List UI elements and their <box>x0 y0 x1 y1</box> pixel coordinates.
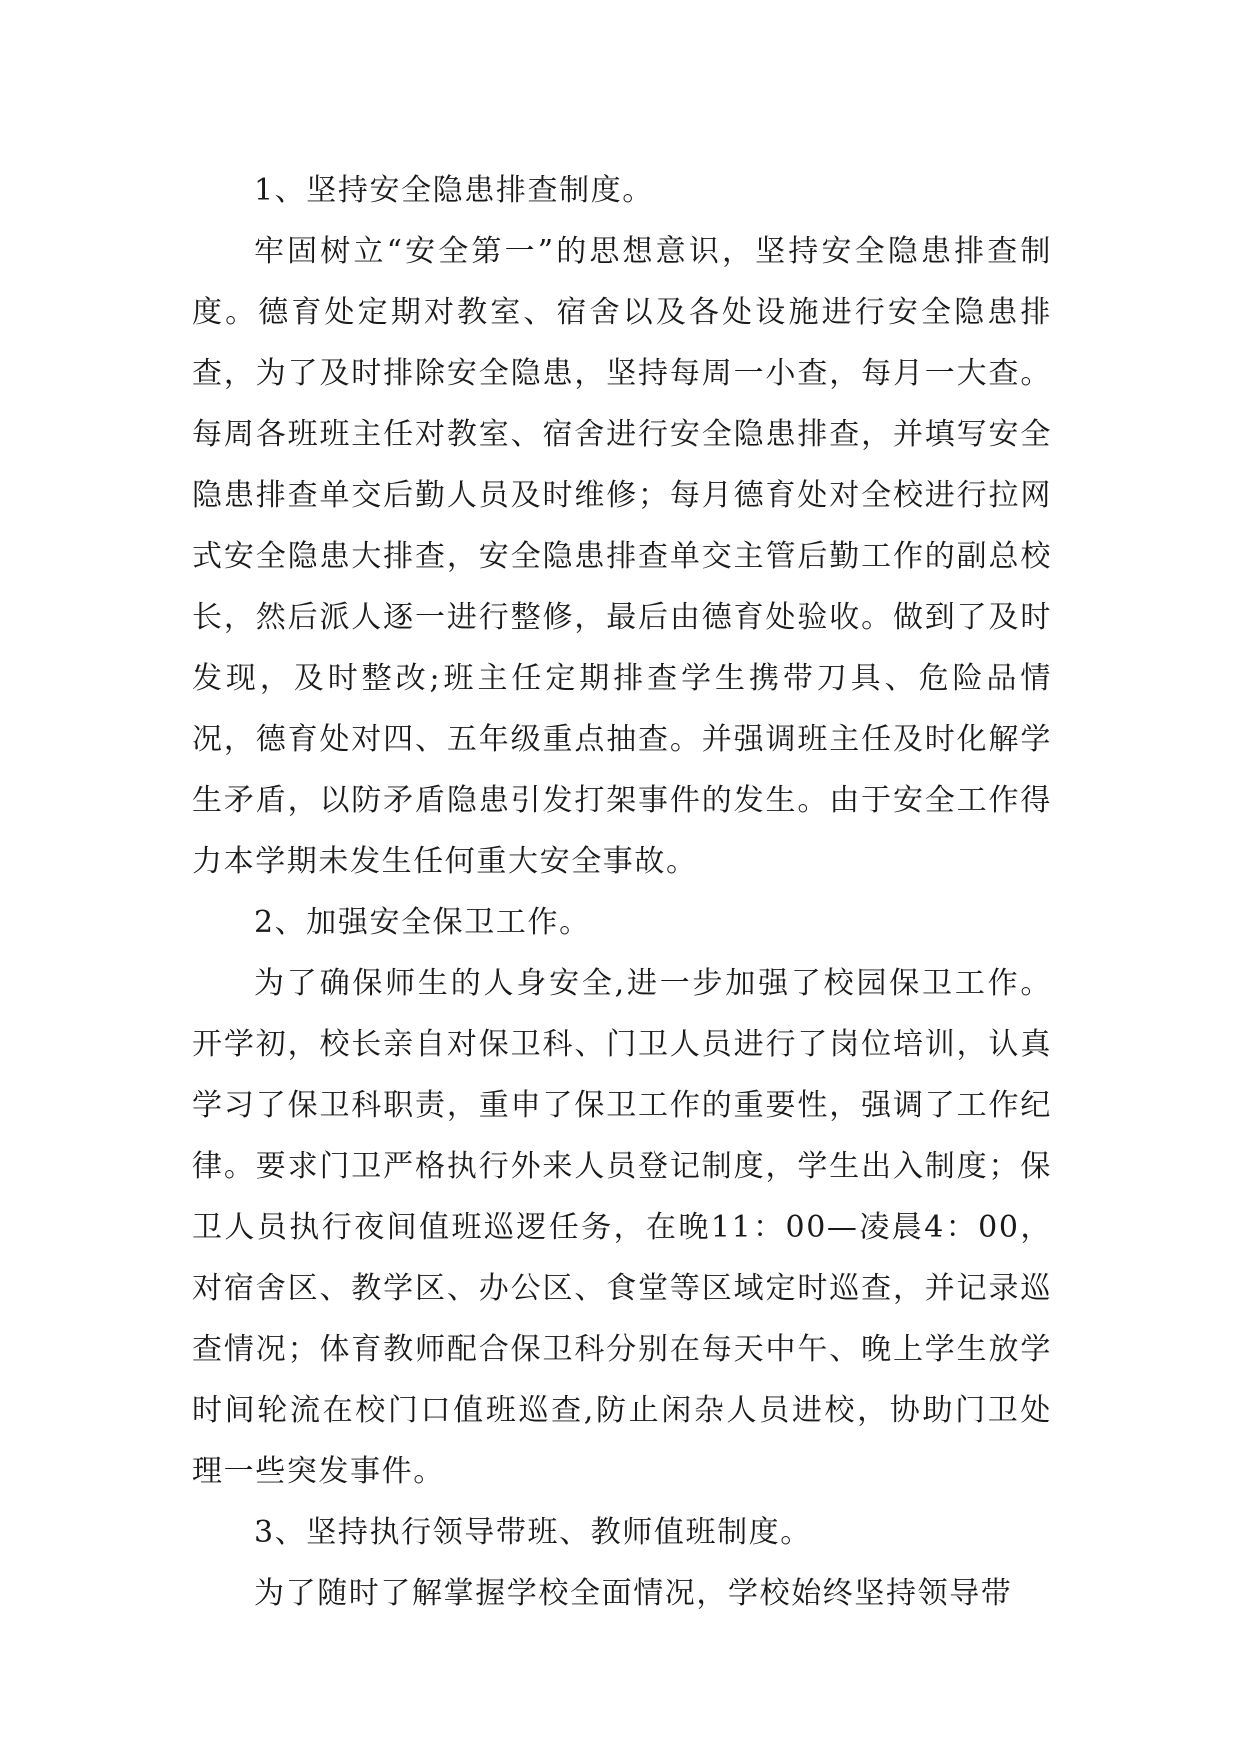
section-heading-2: 2、加强安全保卫工作。 <box>254 905 591 940</box>
paragraph-duty-system: 为了随时了解掌握学校全面情况，学校始终坚持领导带 <box>254 1576 1013 1611</box>
section-heading-1: 1、坚持安全隐患排查制度。 <box>254 173 654 208</box>
paragraph-security-work: 为了确保师生的人身安全,进一步加强了校园保卫工作。开学初，校长亲自对保卫科、门卫人员进行了岗位培训，认真学习了保卫科职责，重申了保卫工作的重要性，强调了工作纪律。要求门卫严格执行外来人员登记制度，学生出入制度；保卫人员执行夜间值班巡逻任务，在晚11：00—凌晨4：00，对宿舍区、教学区、办公区、食堂等区域定时巡查，并记录巡查情况；体育教师配合保卫科分别在每天中午、晚上学生放学时间轮流在校门口值班巡查,防止闲杂人员进校，协助门卫处理一些突发事件。 <box>192 966 1052 1489</box>
paragraph-hazard-inspection: 牢固树立“安全第一”的思想意识，坚持安全隐患排查制度。德育处定期对教室、宿舍以及各处设施进行安全隐患排查，为了及时排除安全隐患，坚持每周一小查，每月一大查。每周各班班主任对教室、宿舍进行安全隐患排查，并填写安全隐患排查单交后勤人员及时维修；每月德育处对全校进行拉网式安全隐患大排查，安全隐患排查单交主管后勤工作的副总校长，然后派人逐一进行整修，最后由德育处验收。做到了及时发现，及时整改;班主任定期排查学生携带刀具、危险品情况，德育处对四、五年级重点抽查。并强调班主任及时化解学生矛盾，以防矛盾隐患引发打架事件的发生。由于安全工作得力本学期未发生任何重大安全事故。 <box>192 234 1052 879</box>
section-heading-3: 3、坚持执行领导带班、教师值班制度。 <box>254 1515 812 1550</box>
document-body <box>192 160 1052 1624</box>
